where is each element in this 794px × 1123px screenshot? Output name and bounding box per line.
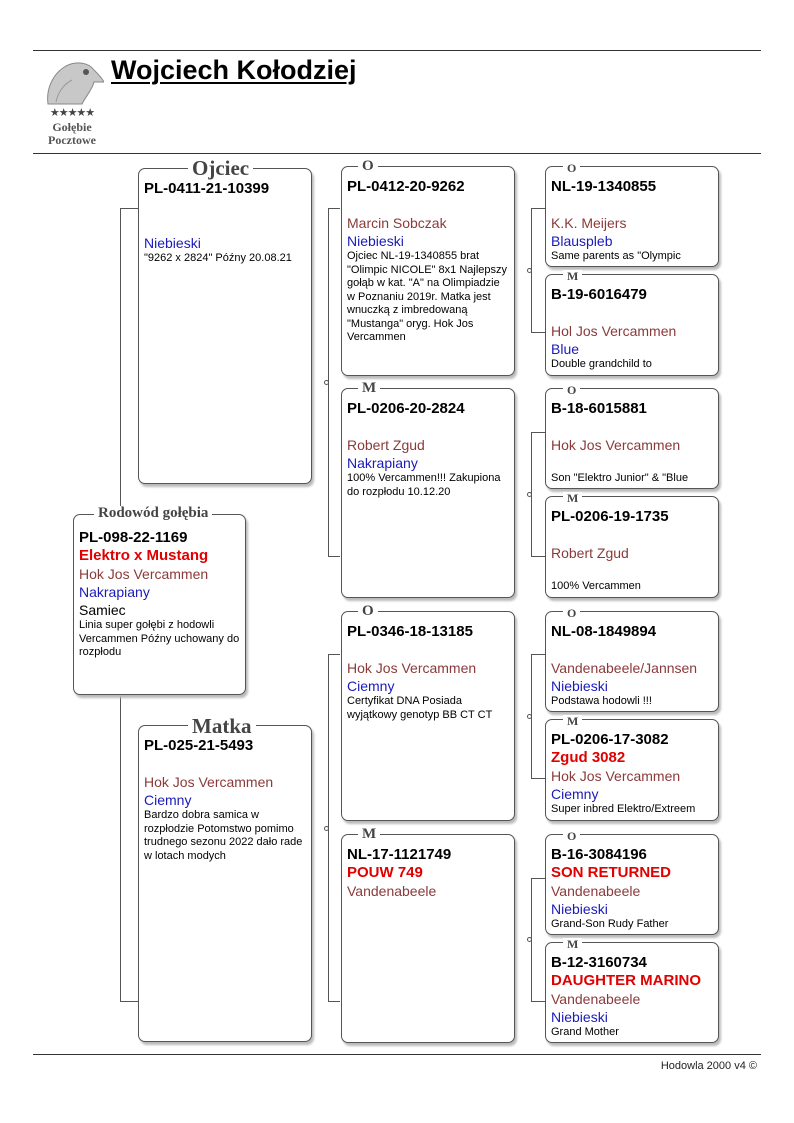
main-sex: Samiec (79, 602, 126, 618)
sire-notes: "9262 x 2824" Późny 20.08.21 (144, 252, 292, 264)
connector-ds-bottom (531, 778, 545, 779)
ssd-label: M (563, 270, 582, 282)
dam-ring-number: PL-025-21-5493 (144, 737, 254, 754)
ddd-owner: Vandenabeele (551, 991, 641, 1007)
dds-color: Niebieski (551, 901, 608, 917)
sdd-owner: Robert Zgud (551, 545, 629, 561)
ddd-ring-number: B-12-3160734 (551, 954, 647, 971)
sire-dam-card[interactable] (341, 388, 515, 598)
dss-ring-number: NL-08-1849894 (551, 623, 657, 640)
connector-sire-knot (324, 380, 329, 385)
sire-sire-owner: Marcin Sobczak (347, 215, 447, 231)
sdd-notes: 100% Vercammen (551, 580, 641, 592)
dsd-ring-number: PL-0206-17-3082 (551, 731, 669, 748)
logo-stars: ★★★★★ (49, 106, 95, 119)
dds-label: O (563, 830, 580, 842)
sdd-ring-number: PL-0206-19-1735 (551, 508, 669, 525)
top-rule (33, 50, 761, 51)
sss-label: O (563, 162, 580, 174)
main-pigeon-card[interactable] (73, 514, 246, 695)
dam-dam-pigeon-name: POUW 749 (347, 864, 423, 881)
dam-owner: Hok Jos Vercammen (144, 774, 274, 790)
sire-color: Niebieski (144, 235, 201, 251)
sss-notes: Same parents as "Olympic (551, 250, 681, 262)
connector-sire-top (328, 208, 340, 209)
dam-sire-ring-number: PL-0346-18-13185 (347, 623, 473, 640)
dam-dam-card[interactable] (341, 834, 515, 1043)
main-notes: Linia super gołębi z hodowli Vercammen Późny uchowany do rozpłodu (79, 619, 240, 658)
sdd-card[interactable] (545, 496, 719, 598)
ssd-ring-number: B-19-6016479 (551, 286, 647, 303)
ssd-notes: Double grandchild to (551, 358, 652, 370)
sire-dam-label: M (358, 381, 380, 396)
dsd-card[interactable] (545, 719, 719, 821)
ddd-card[interactable] (545, 942, 719, 1043)
dsd-owner: Hok Jos Vercammen (551, 768, 681, 784)
main-label: Rodowód gołębia (94, 506, 212, 521)
connector-ss-bottom (531, 332, 545, 333)
dss-card[interactable] (545, 611, 719, 712)
dss-notes: Podstawa hodowli !!! (551, 695, 652, 707)
connector-dam-top (328, 654, 340, 655)
dam-color: Ciemny (144, 792, 192, 808)
sds-notes: Son "Elektro Junior" & "Blue (551, 472, 689, 484)
dsd-notes: Super inbred Elektro/Extreem (551, 803, 696, 815)
connector-dd-top (531, 878, 545, 879)
sdd-label: M (563, 492, 582, 504)
ddd-color: Niebieski (551, 1009, 608, 1025)
dam-label: Matka (188, 716, 256, 737)
header-rule (33, 153, 761, 154)
dds-card[interactable] (545, 834, 719, 935)
dds-ring-number: B-16-3084196 (551, 846, 647, 863)
connector-dam-knot (324, 826, 329, 831)
sire-dam-ring-number: PL-0206-20-2824 (347, 400, 465, 417)
sire-dam-notes: 100% Vercammen!!! Zakupiona do rozpłodu 10.12.20 (347, 472, 501, 498)
sire-ring-number: PL-0411-21-10399 (144, 180, 270, 197)
main-pigeon-name: Elektro x Mustang (79, 547, 209, 564)
dds-owner: Vandenabeele (551, 883, 641, 899)
dss-color: Niebieski (551, 678, 608, 694)
connector-dd-knot (527, 937, 532, 942)
main-color: Nakrapiany (79, 584, 150, 600)
connector-dd-bottom (531, 1001, 545, 1002)
dam-card[interactable] (138, 725, 312, 1042)
sss-owner: K.K. Meijers (551, 215, 627, 231)
dam-dam-owner: Vandenabeele (347, 883, 437, 899)
connector-sd-top (531, 432, 545, 433)
sss-card[interactable] (545, 166, 719, 267)
dam-dam-label: M (358, 827, 380, 842)
pigeon-head-icon (42, 56, 104, 108)
sire-sire-card[interactable] (341, 166, 515, 376)
sire-dam-color: Nakrapiany (347, 455, 418, 471)
sss-color: Blauspleb (551, 233, 613, 249)
bottom-rule (33, 1054, 761, 1055)
breeder-name: Wojciech Kołodziej (111, 55, 357, 85)
ssd-owner: Hol Jos Vercammen (551, 323, 677, 339)
dam-sire-card[interactable] (341, 611, 515, 821)
logo-text-line2: Pocztowe (48, 133, 96, 147)
dam-sire-owner: Hok Jos Vercammen (347, 660, 477, 676)
logo-text-line1: Gołębie (52, 120, 92, 134)
connector-ss-top (531, 208, 545, 209)
dds-notes: Grand-Son Rudy Father (551, 918, 669, 930)
connector-ds-knot (527, 714, 532, 719)
ssd-card[interactable] (545, 274, 719, 376)
sire-card[interactable] (138, 168, 312, 484)
ssd-color: Blue (551, 341, 580, 357)
sire-dam-owner: Robert Zgud (347, 437, 425, 453)
sds-label: O (563, 384, 580, 396)
connector-dam-bottom (328, 1001, 340, 1002)
sds-owner: Hok Jos Vercammen (551, 437, 681, 453)
dds-pigeon-name: SON RETURNED (551, 864, 672, 881)
connector-sire-bottom (328, 556, 340, 557)
sire-sire-label: O (358, 159, 378, 174)
dss-owner: Vandenabeele/Jannsen (551, 660, 698, 676)
connector-ss-knot (527, 268, 532, 273)
ddd-notes: Grand Mother (551, 1026, 619, 1038)
dam-sire-color: Ciemny (347, 678, 395, 694)
dsd-color: Ciemny (551, 786, 599, 802)
connector-sd-knot (527, 492, 532, 497)
connector-ds-top (531, 654, 545, 655)
main-ring-number: PL-098-22-1169 (79, 529, 188, 546)
sds-card[interactable] (545, 388, 719, 489)
sss-ring-number: NL-19-1340855 (551, 178, 657, 195)
dam-dam-ring-number: NL-17-1121749 (347, 846, 452, 863)
sds-ring-number: B-18-6015881 (551, 400, 647, 417)
logo (36, 56, 108, 148)
dam-notes: Bardzo dobra samica w rozpłodzie Potomstwo pomimo trudnego sezonu 2022 dało rade w lotach modych (144, 809, 303, 862)
sire-sire-color: Niebieski (347, 233, 404, 249)
ddd-pigeon-name: DAUGHTER MARINO (551, 972, 701, 989)
connector-sd-bottom (531, 556, 545, 557)
dss-label: O (563, 607, 580, 619)
sire-sire-ring-number: PL-0412-20-9262 (347, 178, 465, 195)
sire-label: Ojciec (188, 158, 253, 179)
ddd-label: M (563, 938, 582, 950)
dsd-label: M (563, 715, 582, 727)
sire-sire-notes: Ojciec NL-19-1340855 brat "Olimpic NICOLE" 8x1 Najlepszy gołąb w kat. "A" na Olimpiadzie w Poznaniu 2019r. Matka jest wnuczką z imbredowaną "Mustanga" oryg. Hok Jos Vercammen (347, 250, 508, 343)
dam-sire-notes: Certyfikat DNA Posiada wyjątkowy genotyp BB CT CT (347, 695, 493, 721)
connector-main-dam (120, 1001, 138, 1002)
footer-credit: Hodowla 2000 v4 © (660, 1060, 757, 1072)
dsd-pigeon-name: Zgud 3082 (551, 749, 626, 766)
connector-main-sire (120, 208, 138, 209)
main-owner: Hok Jos Vercammen (79, 566, 209, 582)
dam-sire-label: O (358, 604, 378, 619)
